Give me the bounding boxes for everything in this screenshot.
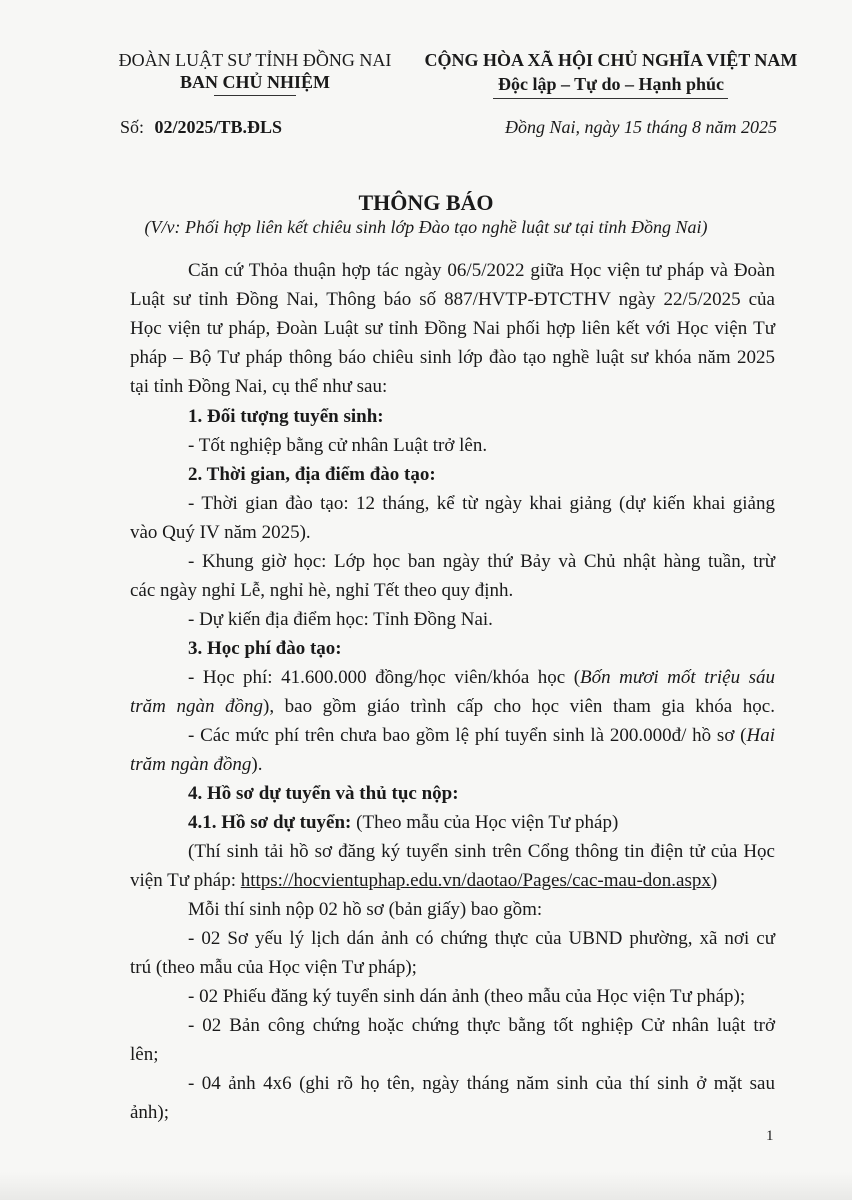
doc-number: 02/2025/TB.ĐLS xyxy=(154,117,283,137)
body-line: (Thí sinh tải hồ sơ đăng ký tuyển sinh trên Cổng thông tin điện tử của Học xyxy=(188,841,775,862)
place-date: Đồng Nai, ngày 15 tháng 8 năm 2025 xyxy=(505,117,777,137)
text-run: ). xyxy=(251,754,263,775)
body-line: lên; xyxy=(130,1044,159,1065)
body-line: - Dự kiến địa điểm học: Tỉnh Đồng Nai. xyxy=(188,609,493,630)
doc-number-line xyxy=(120,117,282,138)
body-line: Mỗi thí sinh nộp 02 hồ sơ (bản giấy) bao gồm: xyxy=(188,899,543,920)
intro-line: pháp – Bộ Tư pháp thông báo chiêu sinh lớp đào tạo nghề luật sư khóa năm 2025 xyxy=(130,347,775,368)
intro-line: Luật sư tỉnh Đồng Nai, Thông báo số 887/HVTP-ĐTCTHV ngày 22/5/2025 của xyxy=(130,289,775,310)
body-line: - 04 ảnh 4x6 (ghi rõ họ tên, ngày tháng năm sinh của thí sinh ở mặt sau xyxy=(188,1073,775,1094)
intro-line: tại tỉnh Đồng Nai, cụ thể như sau: xyxy=(130,376,388,397)
body-line: - Thời gian đào tạo: 12 tháng, kể từ ngày khai giảng (dự kiến khai giảng xyxy=(188,493,775,514)
body-line xyxy=(188,724,775,748)
body-line: trú (theo mẫu của Học viện Tư pháp); xyxy=(130,957,417,978)
page-subtitle: (V/v: Phối hợp liên kết chiêu sinh lớp Đào tạo nghề luật sư tại tỉnh Đồng Nai) xyxy=(144,217,708,237)
body-line: các ngày nghỉ Lễ, nghỉ hè, nghỉ Tết theo quy định. xyxy=(130,580,514,601)
motto-underline xyxy=(493,98,728,99)
country-name: CỘNG HÒA XÃ HỘI CHỦ NGHĨA VIỆT NAM xyxy=(424,50,798,70)
body-line: vào Quý IV năm 2025). xyxy=(130,522,311,543)
text-run: - Các mức phí trên chưa bao gồm lệ phí tuyển sinh là 200.000đ/ hồ sơ ( xyxy=(188,725,747,746)
org-underline xyxy=(214,95,296,96)
body-line xyxy=(130,753,775,777)
body-line xyxy=(130,695,775,719)
page-bottom-edge xyxy=(0,1172,852,1200)
country-motto: Độc lập – Tự do – Hạnh phúc xyxy=(497,74,725,94)
intro-line: Căn cứ Thỏa thuận hợp tác ngày 06/5/2022 giữa Học viện tư pháp và Đoàn xyxy=(188,260,775,281)
subsection-heading xyxy=(188,811,775,835)
body-line: - Tốt nghiệp bằng cử nhân Luật trở lên. xyxy=(188,435,488,456)
org-dept: BAN CHỦ NHIỆM xyxy=(179,72,330,92)
subsection-note: (Theo mẫu của Học viện Tư pháp) xyxy=(351,812,619,833)
section-heading: 3. Học phí đào tạo: xyxy=(188,638,342,659)
text-run-italic: Hai xyxy=(746,725,775,746)
body-line xyxy=(188,666,775,690)
section-heading: 4. Hồ sơ dự tuyển và thủ tục nộp: xyxy=(188,783,459,804)
body-line xyxy=(130,869,775,893)
text-run: ) xyxy=(710,870,718,891)
page-title: THÔNG BÁO xyxy=(358,190,494,215)
intro-line: Học viện tư pháp, Đoàn Luật sư tỉnh Đồng Nai phối hợp liên kết với Học viện Tư xyxy=(130,318,775,339)
forms-link[interactable]: https://hocvientuphap.edu.vn/daotao/Pages/cac-mau-don.aspx xyxy=(240,870,711,891)
body-line: - 02 Phiếu đăng ký tuyển sinh dán ảnh (theo mẫu của Học viện Tư pháp); xyxy=(188,986,746,1007)
org-name: ĐOÀN LUẬT SƯ TỈNH ĐỒNG NAI xyxy=(118,50,392,70)
body-line: - Khung giờ học: Lớp học ban ngày thứ Bảy và Chủ nhật hàng tuần, trừ xyxy=(188,551,775,572)
text-run-italic: trăm ngàn đồng xyxy=(130,754,252,775)
body-line: - 02 Bản công chứng hoặc chứng thực bằng tốt nghiệp Cử nhân luật trở xyxy=(188,1015,775,1036)
doc-number-label: Số: xyxy=(120,117,145,137)
text-run-italic: Bốn mươi mốt triệu sáu xyxy=(580,667,775,688)
body-line: ảnh); xyxy=(130,1102,170,1123)
body-line: - 02 Sơ yếu lý lịch dán ảnh có chứng thực của UBND phường, xã nơi cư xyxy=(188,928,775,949)
page-number: 1 xyxy=(766,1128,774,1144)
text-run: ), bao gồm giáo trình cấp cho học viên tham gia khóa học. xyxy=(263,696,775,717)
subsection-title: 4.1. Hồ sơ dự tuyển: xyxy=(188,812,352,833)
text-run-italic: trăm ngàn đồng xyxy=(130,696,264,717)
section-heading: 1. Đối tượng tuyển sinh: xyxy=(188,406,384,427)
text-run: viện Tư pháp: xyxy=(130,870,241,891)
section-heading: 2. Thời gian, địa điểm đào tạo: xyxy=(188,464,436,485)
text-run: - Học phí: 41.600.000 đồng/học viên/khóa học ( xyxy=(188,667,581,688)
